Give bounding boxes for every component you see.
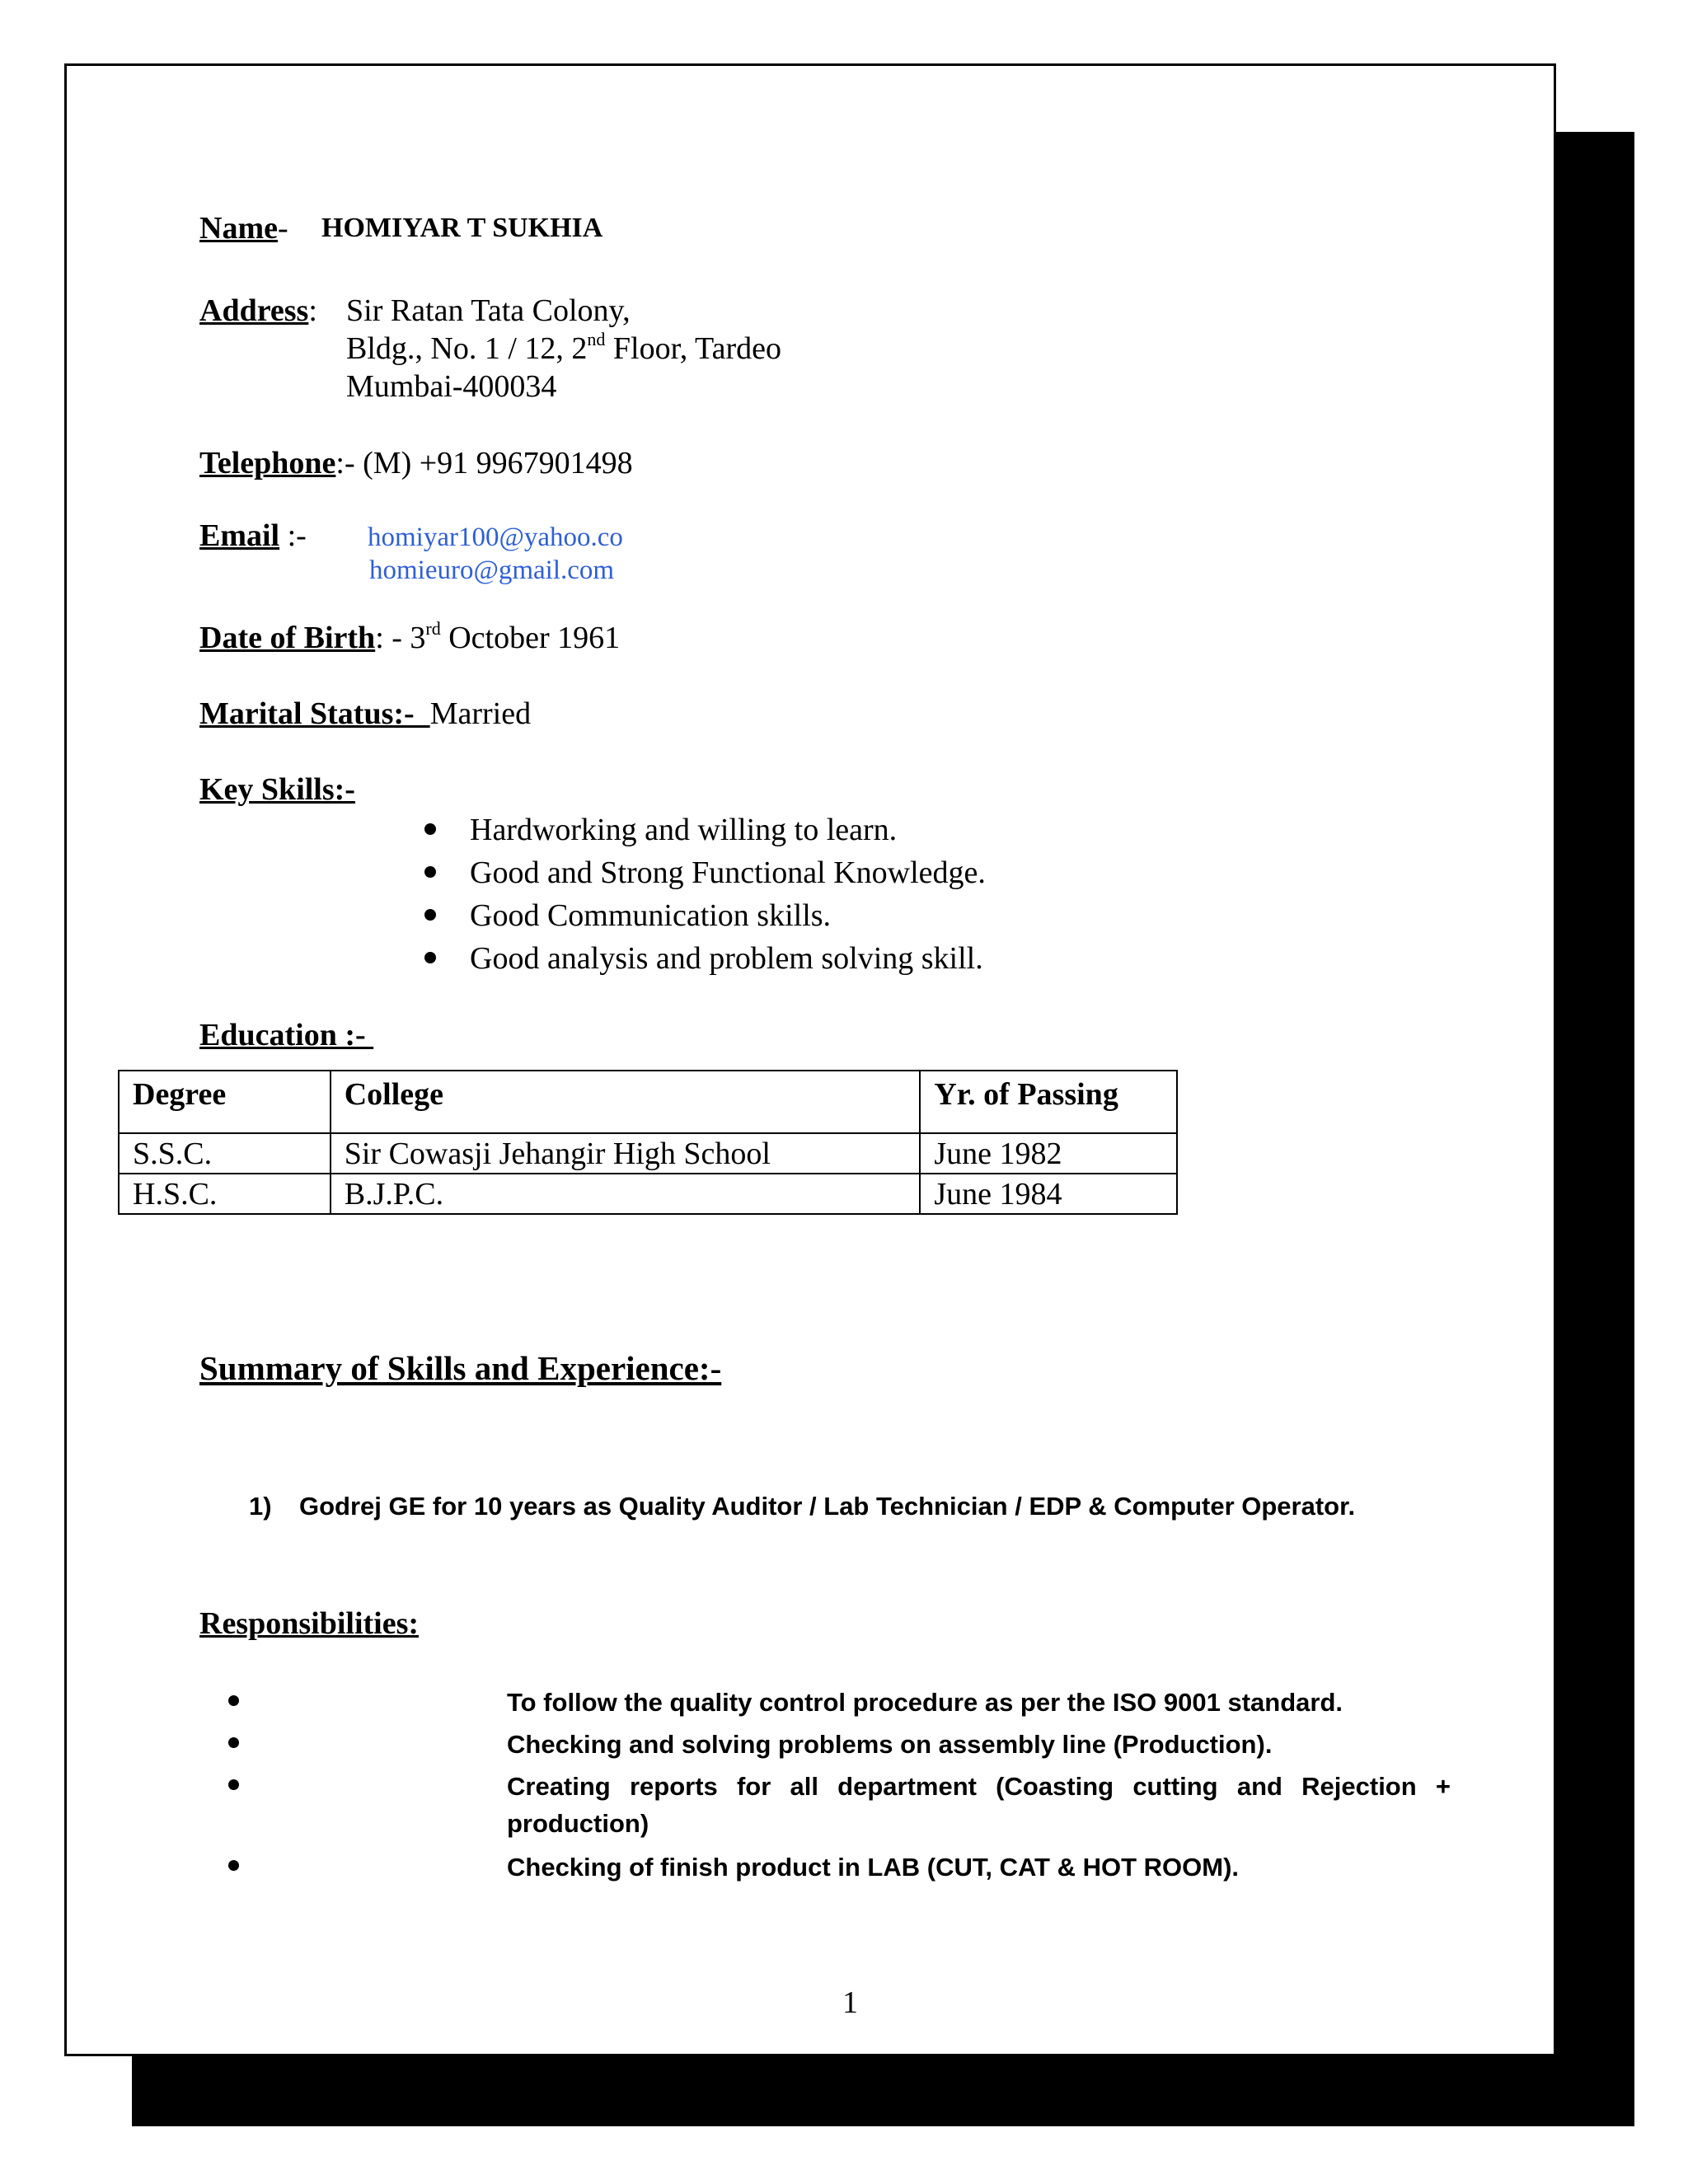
dob-label: Date of Birth (199, 621, 376, 655)
address-ordinal: nd (587, 329, 606, 349)
bullet-icon (228, 1737, 239, 1748)
responsibility-item: Checking and solving problems on assembly line (Production). (507, 1730, 1273, 1759)
summary-heading: Summary of Skills and Experience:- (199, 1349, 722, 1387)
bullet-icon (228, 1695, 239, 1706)
responsibility-item: Creating reports for all department (Coasting cutting and Rejection + production) (507, 1772, 1451, 1838)
table-row (119, 1174, 1177, 1214)
address-line-2: Bldg., No. 1 / 12, 2nd Floor, Tardeo (346, 329, 781, 366)
bullet-icon (424, 952, 436, 963)
table-cell: B.J.P.C. (331, 1174, 921, 1214)
header-college: College (331, 1071, 921, 1133)
table-row (119, 1133, 1177, 1174)
name-label: Name (199, 211, 278, 246)
bullet-icon (424, 866, 436, 878)
email-label-line (199, 520, 307, 551)
table-cell: Sir Cowasji Jehangir High School (331, 1133, 921, 1174)
address-line-3: Mumbai-400034 (346, 369, 557, 404)
name-separator: - (277, 211, 288, 246)
email-separator: :- (279, 518, 307, 553)
education-table (118, 1070, 1178, 1215)
dob-ordinal: rd (425, 618, 441, 639)
skill-item: Good analysis and problem solving skill. (470, 941, 983, 976)
education-heading: Education :- (199, 1018, 374, 1052)
skill-item: Good Communication skills. (470, 898, 832, 933)
address-label: Address (199, 293, 309, 328)
page-number: 1 (842, 1985, 858, 2020)
skill-item: Hardworking and willing to learn. (470, 813, 898, 847)
name-line (199, 213, 288, 244)
email-link-2[interactable]: homieuro@gmail.com (369, 555, 615, 585)
table-cell: June 1982 (920, 1133, 1177, 1174)
header-degree: Degree (119, 1071, 331, 1133)
telephone-line (199, 448, 633, 479)
telephone-label: Telephone (199, 446, 336, 480)
responsibilities-heading: Responsibilities: (199, 1606, 420, 1641)
address-label-line (199, 295, 317, 326)
telephone-value: :- (M) +91 9967901498 (335, 446, 633, 480)
marital-label: Marital Status:- (199, 696, 430, 731)
marital-value: Married (429, 696, 532, 731)
bullet-icon (228, 1779, 239, 1790)
bullet-icon (228, 1860, 239, 1871)
marital-line (199, 698, 531, 729)
name-value: HOMIYAR T SUKHIA (321, 213, 603, 243)
bullet-icon (424, 909, 436, 921)
address-separator: : (308, 293, 317, 328)
table-header-row (119, 1071, 1177, 1133)
skill-item: Good and Strong Functional Knowledge. (470, 855, 986, 890)
table-cell: S.S.C. (119, 1133, 331, 1174)
table-cell: June 1984 (920, 1174, 1177, 1214)
responsibility-item: Checking of finish product in LAB (CUT, CAT & HOT ROOM). (507, 1853, 1240, 1882)
address-line-1: Sir Ratan Tata Colony, (346, 293, 631, 328)
header-year: Yr. of Passing (920, 1071, 1177, 1133)
responsibility-item: To follow the quality control procedure as per the ISO 9001 standard. (507, 1688, 1343, 1717)
summary-item-text: Godrej GE for 10 years as Quality Auditor / Lab Technician / EDP & Computer Operator. (299, 1492, 1356, 1521)
key-skills-heading: Key Skills:- (199, 772, 355, 807)
email-label: Email (199, 518, 280, 553)
dob-line: Date of Birth: - 3rd October 1961 (199, 618, 621, 655)
email-link-1[interactable]: homiyar100@yahoo.co (368, 523, 623, 552)
bullet-icon (424, 823, 436, 835)
table-cell: H.S.C. (119, 1174, 331, 1214)
summary-item-number: 1) (249, 1492, 272, 1521)
